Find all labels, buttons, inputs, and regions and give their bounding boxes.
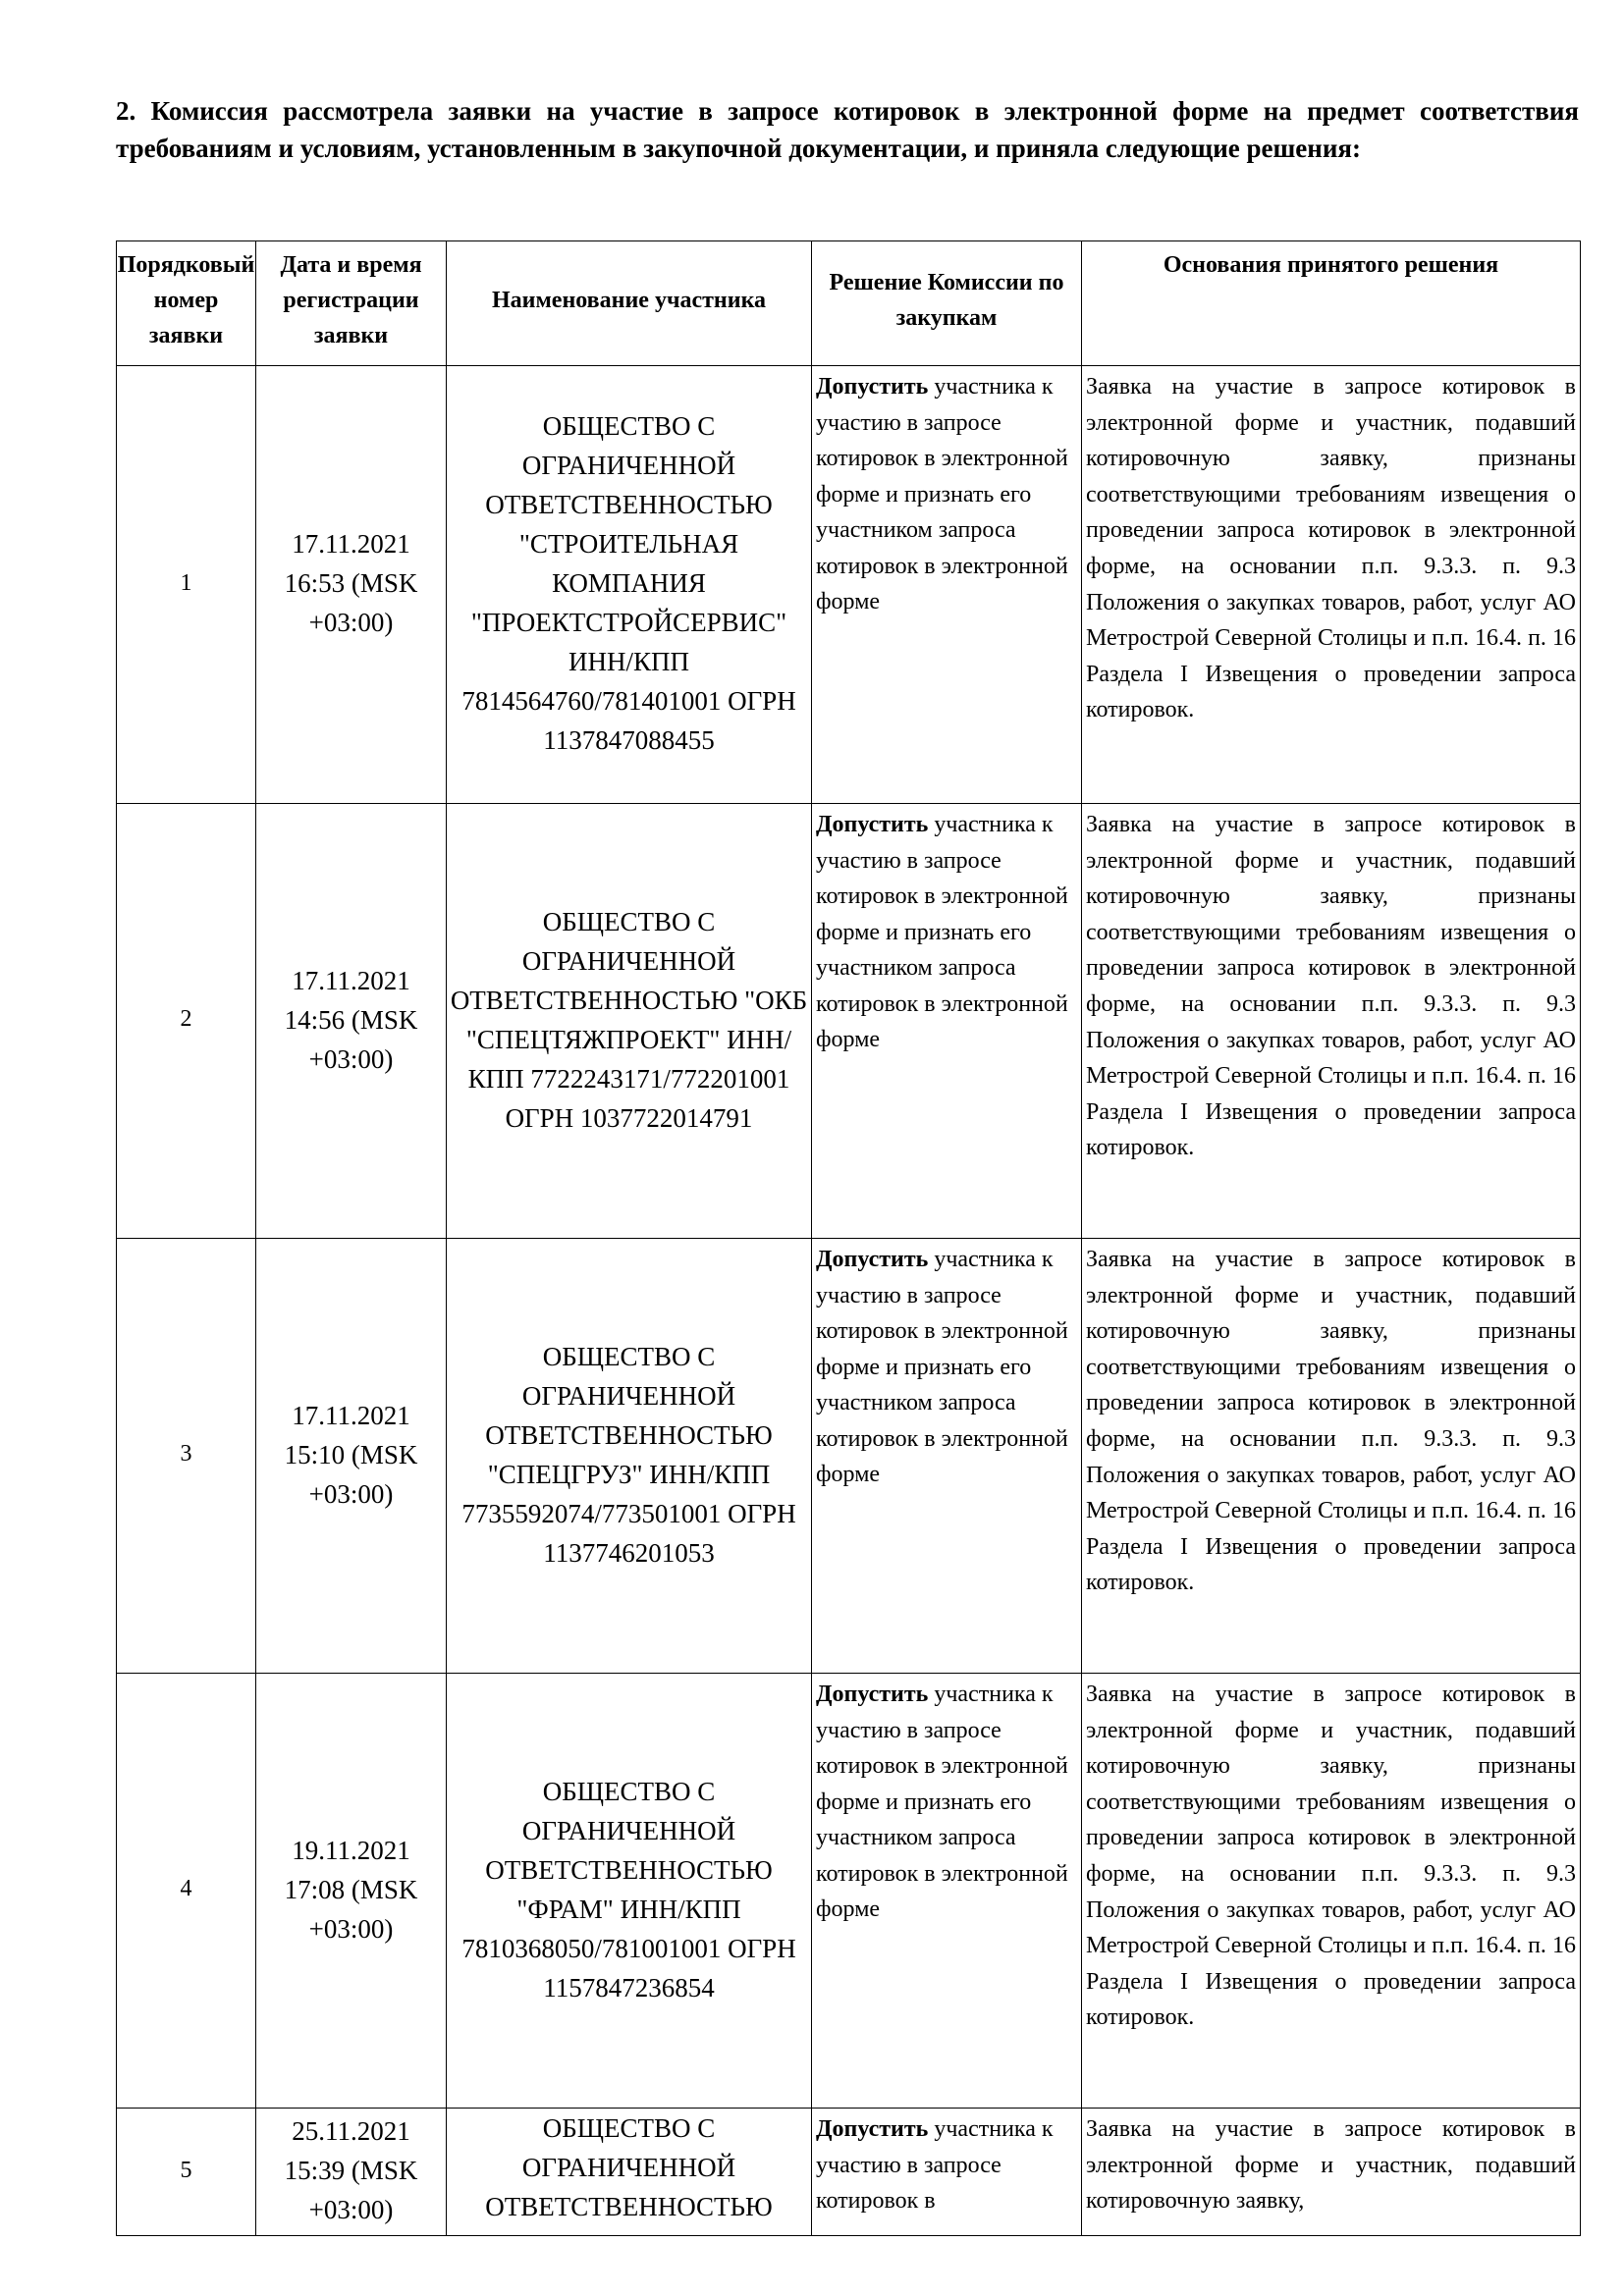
cell-row-number: 3 [117, 1239, 256, 1674]
table-row [117, 366, 1581, 804]
decision-text: участника к участию в запросе котировок в электронной форме и признать его участником запроса котировок в электронной форме [816, 812, 1068, 1052]
cell-decision [812, 1674, 1082, 2109]
cell-reg-datetime: 19.11.2021 17:08 (MSK +03:00) [256, 1674, 447, 2109]
cell-basis: Заявка на участие в запросе котировок в электронной форме и участник, подавший котировочную заявку, признаны соответствующими требованиям извещения о проведении запроса котировок в электронной форме, на основании п.п. 9.3.3. п. 9.3 Положения о закупках товаров, работ, услуг АО Метрострой Северной Столицы и п.п. 16.4. п. 16 Раздела I Извещения о проведении запроса котировок. [1082, 804, 1581, 1239]
decision-text: участника к участию в запросе котировок в [816, 2116, 1054, 2214]
cell-row-number: 2 [117, 804, 256, 1239]
cell-participant: ОБЩЕСТВО С ОГРАНИЧЕННОЙ ОТВЕТСТВЕННОСТЬЮ "СТРОИТЕЛЬНАЯ КОМПАНИЯ "ПРОЕКТСТРОЙСЕРВИС" ИНН/КПП 7814564760/781401001 ОГРН 1137847088455 [447, 366, 812, 804]
header-participant-name: Наименование участника [447, 241, 812, 366]
cell-decision [812, 2109, 1082, 2236]
decision-text: участника к участию в запросе котировок в электронной форме и признать его участником запроса котировок в электронной форме [816, 1682, 1068, 1922]
decision-verb: Допустить [816, 812, 929, 837]
table-row [117, 2109, 1581, 2236]
header-app-number: Порядковый номер заявки [117, 241, 256, 366]
applications-table [116, 240, 1581, 2236]
decision-verb: Допустить [816, 374, 929, 400]
cell-basis: Заявка на участие в запросе котировок в электронной форме и участник, подавший котировочную заявку, признаны соответствующими требованиям извещения о проведении запроса котировок в электронной форме, на основании п.п. 9.3.3. п. 9.3 Положения о закупках товаров, работ, услуг АО Метрострой Северной Столицы и п.п. 16.4. п. 16 Раздела I Извещения о проведении запроса котировок. [1082, 1239, 1581, 1674]
section-number: 2. [116, 96, 136, 126]
decision-text: участника к участию в запросе котировок в электронной форме и признать его участником запроса котировок в электронной форме [816, 374, 1068, 614]
table-row [117, 804, 1581, 1239]
cell-row-number: 1 [117, 366, 256, 804]
table-row [117, 1239, 1581, 1674]
cell-reg-datetime: 17.11.2021 16:53 (MSK +03:00) [256, 366, 447, 804]
header-commission-decision: Решение Комиссии по закупкам [812, 241, 1082, 366]
cell-row-number: 4 [117, 1674, 256, 2109]
intro-text: Комиссия рассмотрела заявки на участие в запросе котировок в электронной форме на предмет соответствия требованиям и условиям, установленным в закупочной документации, и приняла следующие решения: [116, 96, 1579, 163]
header-decision-basis: Основания принятого решения [1082, 241, 1581, 366]
table-header-row [117, 241, 1581, 366]
cell-decision [812, 1239, 1082, 1674]
cell-basis: Заявка на участие в запросе котировок в электронной форме и участник, подавший котировочную заявку, признаны соответствующими требованиям извещения о проведении запроса котировок в электронной форме, на основании п.п. 9.3.3. п. 9.3 Положения о закупках товаров, работ, услуг АО Метрострой Северной Столицы и п.п. 16.4. п. 16 Раздела I Извещения о проведении запроса котировок. [1082, 366, 1581, 804]
cell-row-number: 5 [117, 2109, 256, 2236]
cell-participant: ОБЩЕСТВО С ОГРАНИЧЕННОЙ ОТВЕТСТВЕННОСТЬЮ "ФРАМ" ИНН/КПП 7810368050/781001001 ОГРН 1157847236854 [447, 1674, 812, 2109]
cell-reg-datetime: 17.11.2021 15:10 (MSK +03:00) [256, 1239, 447, 1674]
cell-participant: ОБЩЕСТВО С ОГРАНИЧЕННОЙ ОТВЕТСТВЕННОСТЬЮ [447, 2109, 812, 2236]
cell-basis: Заявка на участие в запросе котировок в электронной форме и участник, подавший котировочную заявку, признаны соответствующими требованиям извещения о проведении запроса котировок в электронной форме, на основании п.п. 9.3.3. п. 9.3 Положения о закупках товаров, работ, услуг АО Метрострой Северной Столицы и п.п. 16.4. п. 16 Раздела I Извещения о проведении запроса котировок. [1082, 1674, 1581, 2109]
cell-reg-datetime: 17.11.2021 14:56 (MSK +03:00) [256, 804, 447, 1239]
cell-decision [812, 366, 1082, 804]
intro-paragraph [116, 92, 1579, 167]
decision-verb: Допустить [816, 1682, 929, 1707]
cell-reg-datetime: 25.11.2021 15:39 (MSK +03:00) [256, 2109, 447, 2236]
cell-participant: ОБЩЕСТВО С ОГРАНИЧЕННОЙ ОТВЕТСТВЕННОСТЬЮ "СПЕЦГРУЗ" ИНН/КПП 7735592074/773501001 ОГРН 1137746201053 [447, 1239, 812, 1674]
decision-text: участника к участию в запросе котировок в электронной форме и признать его участником запроса котировок в электронной форме [816, 1247, 1068, 1487]
header-reg-datetime: Дата и время регистрации заявки [256, 241, 447, 366]
decision-verb: Допустить [816, 2116, 929, 2142]
cell-basis: Заявка на участие в запросе котировок в электронной форме и участник, подавший котировочную заявку, [1082, 2109, 1581, 2236]
decision-verb: Допустить [816, 1247, 929, 1272]
cell-participant: ОБЩЕСТВО С ОГРАНИЧЕННОЙ ОТВЕТСТВЕННОСТЬЮ "ОКБ "СПЕЦТЯЖПРОЕКТ" ИНН/КПП 7722243171/772201001 ОГРН 1037722014791 [447, 804, 812, 1239]
cell-decision [812, 804, 1082, 1239]
table-row [117, 1674, 1581, 2109]
